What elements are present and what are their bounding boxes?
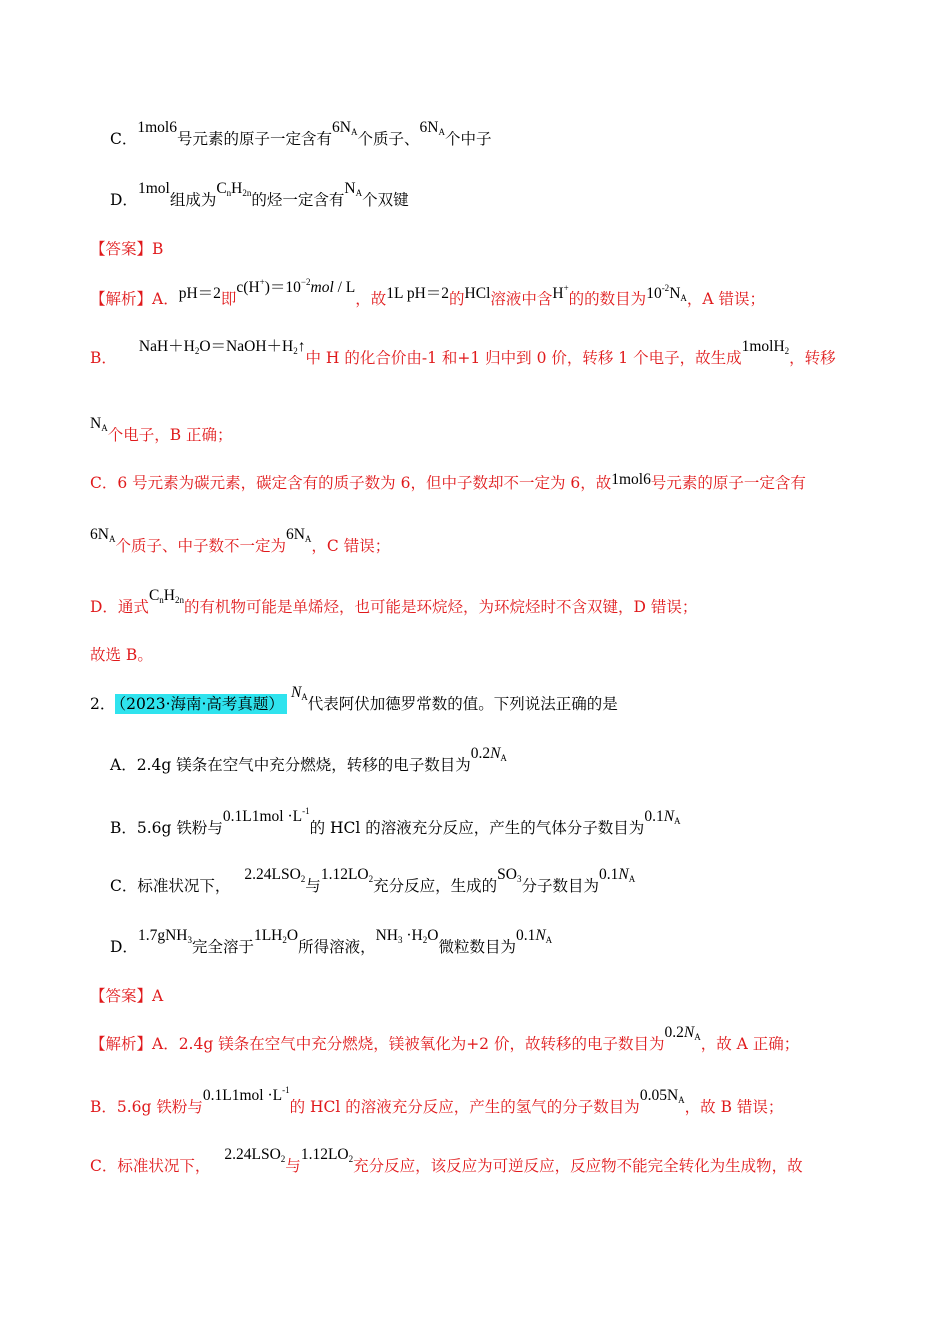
text: A．2.4g 镁条在空气中充分燃烧，转移的电子数目为 <box>110 756 471 774</box>
math-sub: A <box>674 816 681 826</box>
math-sup: −2 <box>300 277 311 287</box>
q2-option-c <box>110 866 636 896</box>
math: O＝NaOH＋H <box>199 338 294 355</box>
q2-stem <box>90 684 618 714</box>
math: c(H <box>236 279 260 296</box>
math: N <box>90 415 102 432</box>
text: 的 <box>449 290 465 308</box>
math: 1molH <box>741 338 785 355</box>
text: ，故 A 正确； <box>700 1035 800 1053</box>
math: 1L pH＝2 <box>386 285 450 302</box>
text: 的 HCl 的溶液充分反应，产生的气体分子数目为 <box>309 819 645 837</box>
math: 1mol <box>137 180 170 197</box>
text: 溶液中含 <box>490 290 553 308</box>
math: N <box>535 927 546 944</box>
math: H <box>231 180 243 197</box>
math: 6N <box>419 119 439 136</box>
text: 的有机物可能是单烯烃，也可能是环烷烃，为环烷烃时不含双键，D 错误； <box>183 598 698 616</box>
text: 的的数目为 <box>568 290 647 308</box>
math: 6N <box>332 119 351 136</box>
math: )＝10 <box>264 279 301 296</box>
analysis-lead: 【解析】A． <box>90 290 179 308</box>
math-sub: n <box>159 595 164 605</box>
text: B．5.6g 铁粉与 <box>110 819 223 837</box>
math-sub: 2 <box>282 935 287 945</box>
analysis-lead: B． <box>90 349 117 367</box>
math-sub: A <box>545 935 553 945</box>
text: ，C 错误； <box>311 537 391 555</box>
text: 分子数目为 <box>521 877 599 895</box>
text: 所得溶液， <box>298 938 376 956</box>
math: C <box>148 587 160 604</box>
text: 个质子、中子数不一定为 <box>115 537 286 555</box>
text: 充分反应，该反应为可逆反应，反应物不能完全转化为生成物，故 <box>353 1157 803 1175</box>
math-sub: 2n <box>174 595 184 605</box>
math-sub: A <box>350 127 358 137</box>
text: 个中子 <box>444 130 492 148</box>
math-sub: A <box>301 692 308 702</box>
text: 与 <box>285 1157 301 1175</box>
math-sub: A <box>694 1032 701 1042</box>
math: mol <box>310 279 334 296</box>
math: N <box>669 285 681 302</box>
q2-answer: 【答案】A <box>90 987 164 1005</box>
math: 0.1L1mol ·L <box>222 808 303 825</box>
math: 6N <box>90 526 109 543</box>
q1-option-c <box>110 119 492 149</box>
q1-analysis-c <box>90 471 806 492</box>
text: C．标准状况下， <box>90 1157 211 1175</box>
q2-analysis-a <box>90 1024 800 1054</box>
text: ，A 错误； <box>686 290 766 308</box>
text: 与 <box>305 877 321 895</box>
q2-analysis-c <box>90 1146 803 1176</box>
text: 个质子、 <box>357 130 420 148</box>
math: 2.24LSO <box>224 1146 281 1163</box>
math: N <box>618 866 629 883</box>
math: 10 <box>646 285 662 302</box>
math: H <box>552 285 564 302</box>
q1-option-d <box>110 180 409 210</box>
text: 号元素的原子一定含有 <box>177 130 333 148</box>
text: 充分反应，生成的 <box>373 877 498 895</box>
q1-answer: 【答案】B <box>90 240 164 258</box>
math-sub: A <box>678 1095 685 1105</box>
math: 2.24LSO <box>244 866 301 883</box>
math: SO <box>497 866 517 883</box>
math-sub: 2 <box>194 346 200 356</box>
math: N <box>290 684 302 701</box>
math-sub: 2 <box>300 874 306 884</box>
math: 0.1 <box>644 808 664 825</box>
math: 1mol6 <box>611 471 651 488</box>
math-sup: -1 <box>282 1085 290 1095</box>
math: 0.2 <box>470 745 491 762</box>
math: N <box>663 808 675 825</box>
q2-option-a <box>110 745 507 775</box>
math: N <box>490 745 501 762</box>
text: 微粒数目为 <box>438 938 516 956</box>
q1-analysis-a <box>90 277 766 309</box>
math: ·H <box>402 927 423 944</box>
math-sub: A <box>438 127 445 137</box>
option-letter: C． <box>110 130 138 148</box>
text: 个双键 <box>362 191 409 209</box>
math-sub: 2 <box>280 1154 286 1164</box>
text: 组成为 <box>169 191 217 209</box>
math-sub: 2 <box>784 346 790 356</box>
q1-analysis-b-cont <box>90 415 233 445</box>
math: 1LH <box>253 927 283 944</box>
math: 0.1L1mol ·L <box>202 1087 283 1104</box>
text: ，故 B 错误； <box>684 1098 784 1116</box>
math: 1.7gNH <box>137 927 188 944</box>
math: pH＝2 <box>178 285 221 302</box>
math: N <box>344 180 356 197</box>
math: 1.12LO <box>300 1146 349 1163</box>
text: 代表阿伏加德罗常数的值。下列说法正确的是 <box>307 695 618 713</box>
math: HCl <box>464 285 491 302</box>
math: 0.05N <box>639 1087 679 1104</box>
text: 完全溶于 <box>191 938 254 956</box>
text: C．标准状况下， <box>110 877 231 895</box>
math-sub: 3 <box>516 874 522 884</box>
math: ↑ <box>297 338 306 355</box>
text: 中 H 的化合价由-1 和+1 归中到 0 价，转移 1 个电子，故生成 <box>305 349 742 367</box>
math-sup: -1 <box>302 806 310 816</box>
source-tag: （2023·海南·高考真题） <box>115 694 287 714</box>
text: ，转移 <box>789 349 836 367</box>
math-sub: A <box>304 534 312 544</box>
math-sub: 2 <box>422 935 428 945</box>
math: N <box>683 1024 695 1041</box>
math-sub: 3 <box>187 935 192 945</box>
math-sub: A <box>108 534 116 544</box>
text: 的 HCl 的溶液充分反应，产生的氢气的分子数目为 <box>289 1098 640 1116</box>
math: 1mol6 <box>137 119 177 136</box>
math: C <box>216 180 227 197</box>
math-sub: 2n <box>242 188 252 198</box>
math-sup: -2 <box>661 283 670 293</box>
question-number: 2． <box>90 695 116 713</box>
math-sub: A <box>101 423 108 433</box>
math-sub: A <box>500 753 507 763</box>
math-sub: 2 <box>293 346 298 356</box>
text: C．6 号元素为碳元素，碳定含有的质子数为 6，但中子数却不一定为 6，故 <box>90 474 612 492</box>
math-sub: 3 <box>398 935 403 945</box>
text: B．5.6g 铁粉与 <box>90 1098 203 1116</box>
math: H <box>163 587 175 604</box>
q1-conclusion: 故选 B。 <box>90 646 153 664</box>
math-sup: + <box>259 277 265 287</box>
text: 的烃一定含有 <box>251 191 345 209</box>
analysis-lead: D．通式 <box>90 598 149 616</box>
math: NH <box>375 927 398 944</box>
math: NaH＋H <box>138 338 195 355</box>
math-sub: n <box>226 188 232 198</box>
text: 个电子，B 正确； <box>107 426 233 444</box>
text: D． <box>110 938 138 956</box>
text: 号元素的原子一定含有 <box>650 474 806 492</box>
math: 1.12LO <box>320 866 369 883</box>
math: 0.2 <box>664 1024 684 1041</box>
text: 即 <box>220 290 237 308</box>
q1-analysis-d <box>90 587 698 617</box>
option-letter: D． <box>110 191 138 209</box>
math: 6N <box>285 526 305 543</box>
q1-analysis-b <box>90 338 836 368</box>
math: O <box>286 927 299 944</box>
math-sub: 2 <box>348 1154 354 1164</box>
math: / L <box>333 279 356 296</box>
text: 【解析】A．2.4g 镁条在空气中充分燃烧，镁被氧化为+2 价，故转移的电子数目为 <box>90 1035 665 1053</box>
math-sub: A <box>680 293 687 303</box>
math-sub: 2 <box>368 874 374 884</box>
math-sub: A <box>355 188 363 198</box>
math-sup: + <box>563 283 569 293</box>
math: O <box>427 927 439 944</box>
text: ，故 <box>355 290 387 308</box>
math: 0.1 <box>598 866 619 883</box>
math-sub: A <box>628 874 636 884</box>
q2-option-d <box>110 927 553 957</box>
q1-analysis-c-cont <box>90 526 391 556</box>
math: 0.1 <box>515 927 536 944</box>
